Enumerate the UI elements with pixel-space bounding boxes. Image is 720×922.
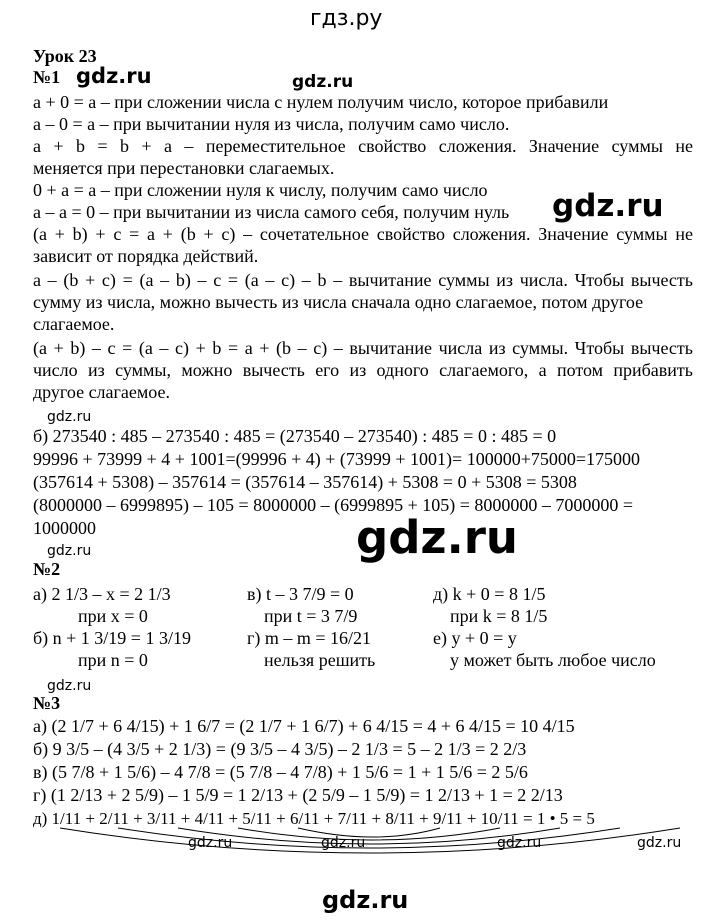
task1-line: a – 0 = a – при вычитании нуля из числа, получим само число. [33,114,510,134]
watermark: gdz.ru [188,835,233,851]
pairing-arc [60,828,680,853]
watermark: gdz.ru [47,678,92,694]
task1-line: другое слагаемое. [33,382,170,402]
pairing-arc [298,828,440,837]
task1-line: сумму из числа, можно вычесть из числа сначала одно слагаемое, потом другое [33,292,644,312]
task2-answer: при k = 8 1/5 [450,606,548,626]
task1-calc-line: (8000000 – 6999895) – 105 = 8000000 – (6999895 + 105) = 8000000 – 7000000 = [33,495,634,515]
lesson-title: Урок 23 [33,46,97,66]
task1-number: №1 [33,67,61,87]
task3-number: №3 [33,693,61,713]
task3-line: д) 1/11 + 2/11 + 3/11 + 4/11 + 5/11 + 6/11 + 7/11 + 8/11 + 9/11 + 10/11 = 1 • 5 = 5 [33,809,595,828]
task1-line: слагаемое. [33,314,115,334]
watermark: gdz.ru [76,64,152,88]
watermark: gdz.ru [552,188,664,224]
task1-line: зависит от порядка действий. [33,246,259,266]
task2-equation: б) n + 1 3/19 = 1 3/19 [33,628,191,648]
task2-answer: при n = 0 [78,650,148,670]
task2-equation: д) k + 0 = 8 1/5 [433,584,546,604]
task2-answer: при x = 0 [78,606,148,626]
task2-number: №2 [33,559,61,579]
footer-watermark: gdz.ru [322,886,409,914]
task3-line: в) (5 7/8 + 1 5/6) – 4 7/8 = (5 7/8 – 4 7/8) + 1 5/6 = 1 + 1 5/6 = 2 5/6 [33,762,528,782]
task1-line: a – (b + c) = (a – b) – c = (a – c) – b – вычитание суммы из числа. Чтобы вычесть [33,270,693,290]
task2-answer: при t = 3 7/9 [264,606,358,626]
task1-calc-line: (357614 + 5308) – 357614 = (357614 – 357614) + 5308 = 0 + 5308 = 5308 [33,472,577,492]
watermark: gdz.ru [292,72,354,92]
task3-line: г) (1 2/13 + 2 5/9) – 1 5/9 = 1 2/13 + (2 5/9 – 1 5/9) = 1 2/13 + 1 = 2 2/13 [33,785,563,805]
watermark: gdz.ru [356,511,518,564]
task1-line: (a + b) – c = (a – c) + b = a + (b – c) – вычитание числа из суммы. Чтобы вычесть [33,338,693,358]
task3-line: а) (2 1/7 + 6 4/15) + 1 6/7 = (2 1/7 + 1 6/7) + 6 4/15 = 4 + 6 4/15 = 10 4/15 [33,716,575,736]
task1-line: меняется при перестановки слагаемых. [33,158,335,178]
watermark: gdz.ru [47,543,92,559]
task2-answer: нельзя решить [264,650,376,670]
task2-equation: а) 2 1/3 – x = 2 1/3 [33,584,171,604]
pairing-arc [238,828,500,840]
task1-calc-line: б) 273540 : 485 – 273540 : 485 = (273540 – 273540) : 485 = 0 : 485 = 0 [33,426,557,446]
task1-line: 0 + a = a – при сложении нуля к числу, получим само число [33,180,488,200]
watermark: gdz.ru [497,835,542,851]
task3-line: б) 9 3/5 – (4 3/5 + 2 1/3) = (9 3/5 – 4 3/5) – 2 1/3 = 5 – 2 1/3 = 2 2/3 [33,739,527,759]
task2-answer: y может быть любое число [450,650,656,670]
task2-equation: е) y + 0 = y [433,628,517,648]
task1-calc-line: 99996 + 73999 + 4 + 1001=(99996 + 4) + (73999 + 1001)= 100000+75000=175000 [33,449,640,469]
task1-line: a + b = b + a – переместительное свойство сложения. Значение суммы не [33,136,693,156]
task1-calc-line: 1000000 [33,518,96,538]
task1-line: a + 0 = a – при сложении числа с нулем получим число, которое прибавили [33,92,609,112]
site-header: гдз.ру [310,6,383,31]
task2-equation: г) m – m = 16/21 [247,628,372,648]
watermark: gdz.ru [321,835,366,851]
watermark: gdz.ru [637,835,682,851]
task1-line: a – a = 0 – при вычитании из числа самого себя, получим нуль [33,202,510,222]
task1-line: (a + b) + c = a + (b + c) – сочетательное свойство сложения. Значение суммы не [33,224,693,244]
task2-equation: в) t – 3 7/9 = 0 [247,584,354,604]
task1-line: число из суммы, можно вычесть его из одного слагаемого, а потом прибавить [33,360,693,380]
watermark: gdz.ru [47,409,92,425]
